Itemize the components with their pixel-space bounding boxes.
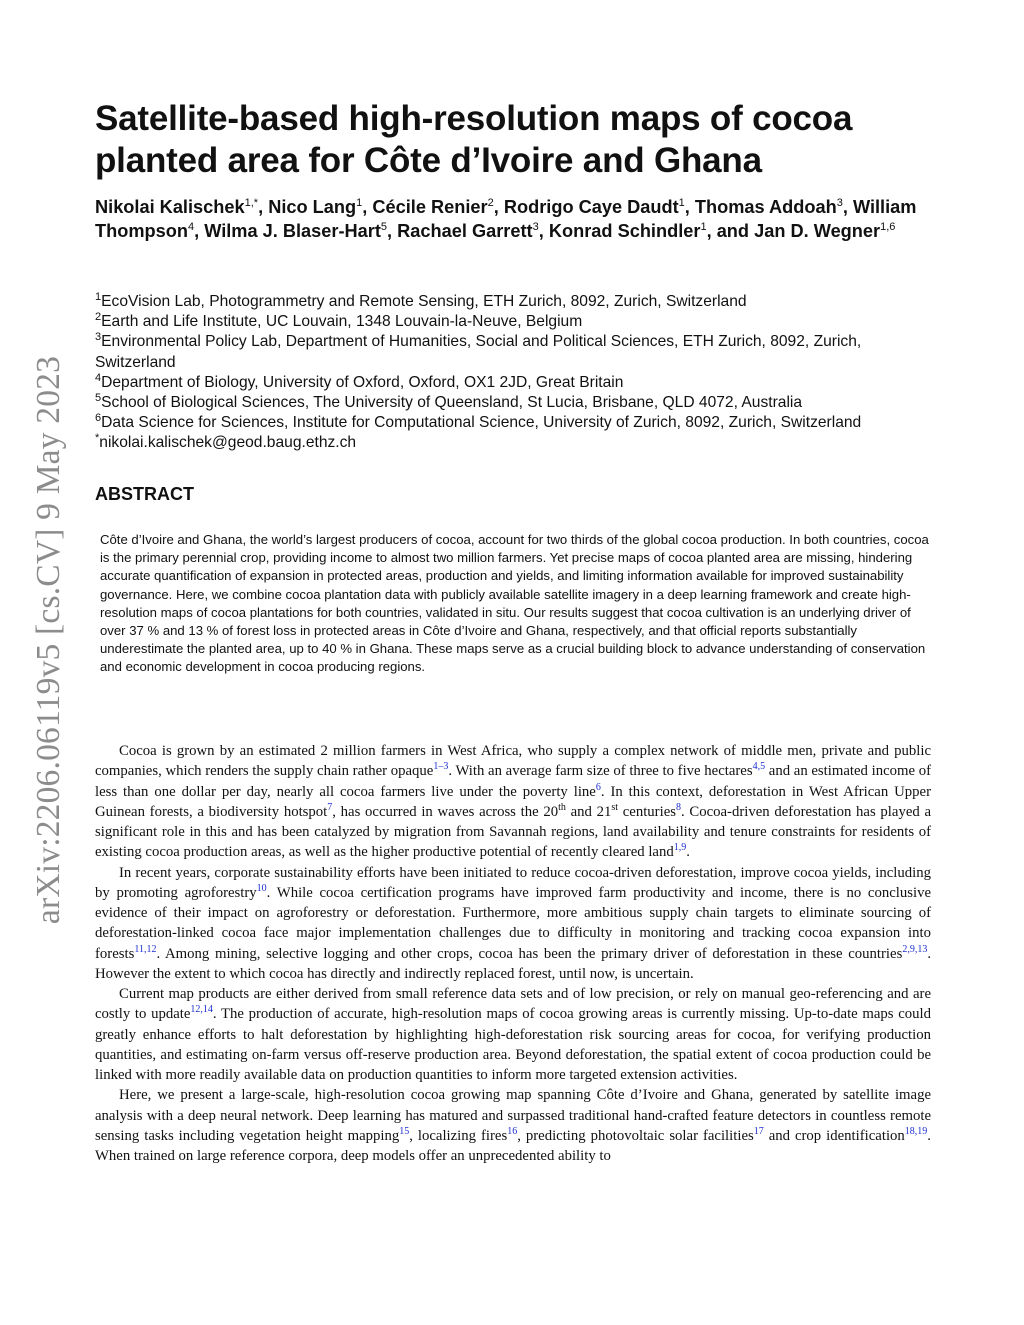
citation-link[interactable]: 10 xyxy=(256,882,267,894)
author-list: Nikolai Kalischek$^{1,*}$, Nico Lang$^1$, Cécile Renier$^2$, Rodrigo Caye Daudt$^1$, Thomas Addoah$^3$, William Thompson$^4$, Wilma J. Blaser-Hart$^5$, Rachael Garrett$^3$, Konrad Schindler$^1$, and Jan D. Wegner$^{1,6}$ xyxy=(95,196,917,241)
text-run: In recent years, corporate sustainability efforts have been initiated to reduce cocoa-driven deforestation, improve cocoa yields, including by promoting agroforestry xyxy=(95,864,931,901)
text-run: . Among mining, selective logging and other crops, cocoa has been the primary driver of deforestation in these countries xyxy=(156,945,903,962)
text-run: Here, we present a large-scale, high-resolution cocoa growing map spanning Côte d’Ivoire and Ghana, generated by satellite image analysis with a deep neural network. Deep learning has matured and surpassed traditional hand-crafted feature detectors in countless remote sensing tasks including vegetation height mapping xyxy=(95,1087,931,1144)
author-name: Jan D. Wegner xyxy=(754,220,881,241)
author-name: Rodrigo Caye Daudt xyxy=(503,197,679,217)
text-run: , predicting photovoltaic solar facilities xyxy=(517,1127,754,1144)
author xyxy=(754,221,895,241)
author xyxy=(549,221,707,241)
text-run: . When trained on large reference corpora, deep models offer an unprecedented ability to xyxy=(95,1127,931,1164)
author-affiliation-mark: 1 xyxy=(700,220,707,233)
author xyxy=(397,221,539,241)
author-name: Cécile Renier xyxy=(372,197,488,217)
text-run: . In this context, deforestation in West African Upper Guinean forests, a biodiversity hotspot xyxy=(95,783,931,820)
author-affiliation-mark: 4 xyxy=(187,220,195,233)
text-run: . While cocoa certification programs have improved farm productivity and income, there is no conclusive evidence of their impact on agroforestry or deforestation. Furthermore, more ambitious supply chain targets to eliminate sourcing of deforestation-linked cocoa face major implementation challenges due to difficulty in monitoring and tracking cocoa expansion into forests xyxy=(95,884,931,962)
abstract-text: Côte d’Ivoire and Ghana, the world’s largest producers of cocoa, account for two thirds of the global cocoa production. In both countries, cocoa is the primary perennial crop, providing income to almost two million farmers. Yet precise maps of cocoa planted area are missing, hindering accurate quantification of expansion in protected areas, production and yields, and limiting information available for improved sustainability governance. Here, we combine cocoa plantation data with publicly available satellite imagery in a deep learning framework and create high-resolution maps of cocoa plantations for both countries, validated in situ. Our results suggest that cocoa cultivation is an underlying driver of over 37 % and 13 % of forest loss in protected areas in Côte d’Ivoire and Ghana, respectively, and that official reports substantially underestimate the planted area, up to 40 % in Ghana. These maps serve as a crucial building block to advance understanding of conservation and economic development in cocoa producing regions. xyxy=(100,532,929,675)
corresponding-email xyxy=(95,433,945,453)
text-run: and crop identification xyxy=(763,1127,905,1144)
author-name: Wilma J. Blaser-Hart xyxy=(204,220,381,241)
affiliation-mark: 4 xyxy=(95,371,102,384)
affiliation-text: Department of Biology, University of Oxford, Oxford, OX1 2JD, Great Britain xyxy=(101,373,624,391)
author-name: Thomas Addoah xyxy=(694,197,837,217)
affiliation-line xyxy=(95,292,945,312)
citation-link[interactable]: 1,9 xyxy=(673,842,687,854)
text-run: . However the extent to which cocoa has directly and indirectly replaced forest, until now, is uncertain. xyxy=(95,945,931,982)
author xyxy=(95,197,258,217)
author xyxy=(204,221,387,241)
affiliation-line xyxy=(95,312,945,332)
citation-link[interactable]: 12,14 xyxy=(190,1004,213,1016)
affiliation-mark: * xyxy=(95,432,100,445)
author-affiliation-mark: 1 xyxy=(356,196,363,209)
author xyxy=(504,197,685,217)
author-affiliation-mark: 1,* xyxy=(244,196,259,209)
author-affiliation-mark: 2 xyxy=(487,196,494,209)
affiliation-text: Earth and Life Institute, UC Louvain, 1348 Louvain-la-Neuve, Belgium xyxy=(101,313,583,331)
text-run: , has occurred in waves across the 20 xyxy=(332,803,559,820)
citation-link[interactable]: 8 xyxy=(675,801,681,813)
text-run: , localizing fires xyxy=(409,1127,508,1144)
author-affiliation-mark: 1 xyxy=(678,196,685,209)
affiliation-text: Data Science for Sciences, Institute for Computational Science, University of Zurich, 8092, Zurich, Switzerland xyxy=(101,414,862,432)
text-run: centuries xyxy=(618,803,676,820)
author xyxy=(268,197,362,217)
text-run: and 21 xyxy=(565,803,612,820)
arxiv-identifier: arXiv:2206.06119v5 [cs.CV] 9 May 2023 xyxy=(30,355,67,925)
citation-link[interactable]: 11,12 xyxy=(134,943,157,955)
affiliation-mark: 3 xyxy=(95,331,102,344)
body-paragraph xyxy=(95,741,931,863)
text-run: . Cocoa-driven deforestation has played a significant role in this and has been catalyzed by migration from Savannah regions, land availability and tenure constraints for residents of existing cocoa production areas, as well as the higher productive potential of recently cleared land xyxy=(95,803,931,861)
author xyxy=(695,197,843,217)
affiliation-mark: 6 xyxy=(95,412,102,425)
abstract-heading: ABSTRACT xyxy=(95,484,194,504)
body-paragraph xyxy=(95,863,931,985)
text-run: . The production of accurate, high-resolution maps of cocoa growing areas is currently missing. Up-to-date maps could greatly enhance efforts to halt deforestation by highlighting high-deforestation risk sourcing areas for cocoa, for verifying production quantities, and estimating on-farm versus off-reserve production area. Beyond deforestation, the spatial extent of cocoa production could be linked with more readily available data on production quantities to inform more targeted extension activities. xyxy=(95,1006,931,1083)
author-affiliation-mark: 5 xyxy=(380,220,388,233)
author-name: William Thompson xyxy=(95,197,917,241)
text-run: . With an average farm size of three to five hectares xyxy=(448,763,753,780)
affiliation-text: EcoVision Lab, Photogrammetry and Remote Sensing, ETH Zurich, 8092, Zurich, Switzerland xyxy=(101,293,747,310)
ordinal-suffix: st xyxy=(611,801,619,813)
author-name: Rachael Garrett xyxy=(397,220,533,241)
citation-link[interactable]: 4,5 xyxy=(752,761,766,773)
citation-link[interactable]: 7 xyxy=(327,801,333,813)
citation-link[interactable]: 2,9,13 xyxy=(902,943,928,955)
citation-link[interactable]: 17 xyxy=(753,1125,764,1137)
citation-link[interactable]: 6 xyxy=(595,781,601,793)
author-affiliation-mark: 3 xyxy=(836,196,843,209)
citation-link[interactable]: 16 xyxy=(507,1125,518,1137)
text-run: . xyxy=(686,844,690,861)
citation-link[interactable]: 15 xyxy=(399,1125,410,1137)
author xyxy=(372,197,493,217)
text-run: and an estimated income of less than one dollar per day, nearly all cocoa farmers live under the poverty line xyxy=(95,763,931,800)
author-affiliation-mark: 1,6 xyxy=(880,220,896,233)
body-paragraph xyxy=(95,1085,931,1166)
author-name: Nikolai Kalischek xyxy=(95,197,245,217)
author-affiliation-mark: 3 xyxy=(532,220,539,233)
affiliation-mark: 1 xyxy=(95,290,102,303)
affiliation-mark: 5 xyxy=(95,391,102,404)
author-name: Nico Lang xyxy=(268,197,357,217)
paper-title: Satellite-based high-resolution maps of cocoa planted area for Côte d’Ivoire and Ghana xyxy=(95,99,853,180)
affiliation-text: School of Biological Sciences, The University of Queensland, St Lucia, Brisbane, QLD 4072, Australia xyxy=(101,394,803,412)
affiliation-line xyxy=(95,413,945,433)
ordinal-suffix: th xyxy=(558,801,566,813)
affiliation-mark: 2 xyxy=(95,311,102,324)
text-run: Cocoa is grown by an estimated 2 million farmers in West Africa, who supply a complex network of middle men, private and public companies, which renders the supply chain rather opaque xyxy=(95,743,931,780)
affiliation-list xyxy=(95,292,945,454)
affiliation-line xyxy=(95,393,945,413)
citation-link[interactable]: 18,19 xyxy=(904,1125,928,1137)
affiliation-text: Environmental Policy Lab, Department of Humanities, Social and Political Sciences, ETH Zurich, 8092, Zurich, Switzerland xyxy=(95,333,862,371)
affiliation-line xyxy=(95,332,945,372)
citation-link[interactable]: 1–3 xyxy=(433,761,449,773)
text-run: Current map products are either derived from small reference data sets and of low precision, or rely on manual geo-referencing and are costly to update xyxy=(95,986,931,1023)
body-paragraph xyxy=(95,984,931,1085)
affiliation-line xyxy=(95,373,945,393)
affiliation-text: nikolai.kalischek@geod.baug.ethz.ch xyxy=(99,434,357,452)
author-name: Konrad Schindler xyxy=(548,220,701,241)
body-text xyxy=(95,741,931,1166)
